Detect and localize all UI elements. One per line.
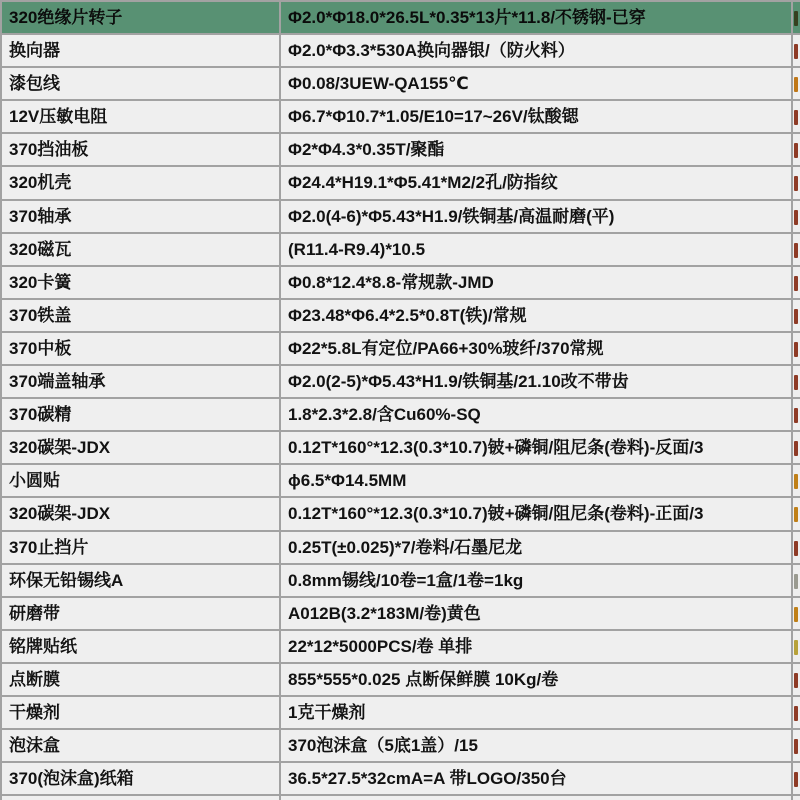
partial-row	[2, 796, 800, 800]
item-name-cell[interactable]: 370挡油板	[2, 134, 281, 165]
extra-column-cell[interactable]	[793, 35, 800, 66]
clipped-glyph	[794, 474, 798, 489]
table-row	[2, 300, 800, 333]
item-name-cell[interactable]: 370轴承	[2, 201, 281, 232]
item-spec-cell[interactable]: 0.12T*160°*12.3(0.3*10.7)铍+磷铜/阻尼条(卷料)-反面/3	[281, 432, 793, 463]
table-row	[2, 763, 800, 796]
extra-column-cell[interactable]	[793, 730, 800, 761]
table-row	[2, 498, 800, 531]
table-row	[2, 366, 800, 399]
item-spec-cell[interactable]: Φ0.08/3UEW-QA155℃	[281, 68, 793, 99]
item-spec-cell[interactable]: Φ2*Φ4.3*0.35T/聚酯	[281, 134, 793, 165]
extra-column-cell[interactable]	[793, 598, 800, 629]
item-spec-cell[interactable]: Φ2.0(4-6)*Φ5.43*H1.9/铁铜基/高温耐磨(平)	[281, 201, 793, 232]
table-row	[2, 730, 800, 763]
table-row	[2, 631, 800, 664]
item-name-cell[interactable]: 370铁盖	[2, 300, 281, 331]
clipped-glyph	[794, 408, 798, 423]
clipped-glyph	[794, 739, 798, 754]
table-row	[2, 101, 800, 134]
clipped-glyph	[794, 673, 798, 688]
item-spec-cell[interactable]: 36.5*27.5*32cmA=A 带LOGO/350台	[281, 763, 793, 794]
clipped-glyph	[794, 44, 798, 59]
extra-column-cell[interactable]	[793, 68, 800, 99]
extra-column-cell[interactable]	[793, 333, 800, 364]
item-name-cell[interactable]: 370(泡沫盒)纸箱	[2, 763, 281, 794]
table-row	[2, 697, 800, 730]
item-name-cell[interactable]: 铭牌贴纸	[2, 631, 281, 662]
table-row	[2, 201, 800, 234]
extra-column-cell[interactable]	[793, 432, 800, 463]
item-name-cell[interactable]: 320碳架-JDX	[2, 498, 281, 529]
clipped-glyph	[794, 541, 798, 556]
extra-column-cell[interactable]	[793, 498, 800, 529]
clipped-glyph	[794, 574, 798, 589]
extra-column-cell[interactable]	[793, 101, 800, 132]
clipped-glyph	[794, 309, 798, 324]
extra-column-cell[interactable]	[793, 2, 800, 33]
clipped-glyph	[794, 342, 798, 357]
table-row	[2, 35, 800, 68]
item-name-cell[interactable]: 换向器	[2, 35, 281, 66]
extra-column-cell[interactable]	[793, 234, 800, 265]
item-name-cell[interactable]: 泡沫盒	[2, 730, 281, 761]
item-spec-cell[interactable]: Φ24.4*H19.1*Φ5.41*M2/2孔/防指纹	[281, 167, 793, 198]
clipped-glyph	[794, 77, 798, 92]
item-spec-cell[interactable]: 22*12*5000PCS/卷 单排	[281, 631, 793, 662]
item-spec-cell[interactable]: 855*555*0.025 点断保鲜膜 10Kg/卷	[281, 664, 793, 695]
item-spec-cell[interactable]: Φ23.48*Φ6.4*2.5*0.8T(铁)/常规	[281, 300, 793, 331]
extra-column-cell[interactable]	[793, 565, 800, 596]
item-name-cell[interactable]: 12V压敏电阻	[2, 101, 281, 132]
table-row	[2, 432, 800, 465]
item-spec-cell[interactable]: (R11.4-R9.4)*10.5	[281, 234, 793, 265]
clipped-glyph	[794, 176, 798, 191]
extra-column-cell[interactable]	[793, 465, 800, 496]
clipped-glyph	[794, 375, 798, 390]
extra-column-cell[interactable]	[793, 134, 800, 165]
clipped-glyph	[794, 243, 798, 258]
clipped-glyph	[794, 11, 798, 26]
item-name-cell[interactable]: 370止挡片	[2, 532, 281, 563]
item-spec-cell[interactable]: 370泡沫盒（5底1盖）/15	[281, 730, 793, 761]
clipped-glyph	[794, 507, 798, 522]
extra-column-cell[interactable]	[793, 267, 800, 298]
item-spec-cell[interactable]	[281, 796, 793, 800]
item-spec-cell[interactable]: Φ2.0*Φ18.0*26.5L*0.35*13片*11.8/不锈钢-已穿	[281, 2, 793, 33]
item-spec-cell[interactable]: Φ6.7*Φ10.7*1.05/E10=17~26V/钛酸锶	[281, 101, 793, 132]
table-row	[2, 465, 800, 498]
item-name-cell[interactable]: 点断膜	[2, 664, 281, 695]
item-name-cell[interactable]: 320碳架-JDX	[2, 432, 281, 463]
extra-column-cell[interactable]	[793, 796, 800, 800]
extra-column-cell[interactable]	[793, 664, 800, 695]
table-row	[2, 234, 800, 267]
item-name-cell[interactable]: 环保无铅锡线A	[2, 565, 281, 596]
item-spec-cell[interactable]: Φ2.0*Φ3.3*530A换向器银/（防火料）	[281, 35, 793, 66]
extra-column-cell[interactable]	[793, 167, 800, 198]
clipped-glyph	[794, 276, 798, 291]
item-name-cell[interactable]: 研磨带	[2, 598, 281, 629]
item-name-cell[interactable]: 320机壳	[2, 167, 281, 198]
clipped-glyph	[794, 210, 798, 225]
clipped-glyph	[794, 110, 798, 125]
item-name-cell[interactable]	[2, 796, 281, 800]
table-row	[2, 134, 800, 167]
item-name-cell[interactable]: 370中板	[2, 333, 281, 364]
item-spec-cell[interactable]: 0.12T*160°*12.3(0.3*10.7)铍+磷铜/阻尼条(卷料)-正面/3	[281, 498, 793, 529]
item-spec-cell[interactable]: Φ22*5.8L有定位/PA66+30%玻纤/370常规	[281, 333, 793, 364]
extra-column-cell[interactable]	[793, 532, 800, 563]
clipped-glyph	[794, 441, 798, 456]
item-name-cell[interactable]: 320磁瓦	[2, 234, 281, 265]
table-row	[2, 167, 800, 200]
item-spec-cell[interactable]: Φ0.8*12.4*8.8-常规款-JMD	[281, 267, 793, 298]
table-row	[2, 565, 800, 598]
table-row	[2, 399, 800, 432]
extra-column-cell[interactable]	[793, 631, 800, 662]
item-spec-cell[interactable]: Φ2.0(2-5)*Φ5.43*H1.9/铁铜基/21.10改不带齿	[281, 366, 793, 397]
item-name-cell[interactable]: 370碳精	[2, 399, 281, 430]
extra-column-cell[interactable]	[793, 300, 800, 331]
item-name-cell[interactable]: 320卡簧	[2, 267, 281, 298]
table-row	[2, 2, 800, 35]
item-spec-cell[interactable]: A012B(3.2*183M/卷)黄色	[281, 598, 793, 629]
item-spec-cell[interactable]: 1.8*2.3*2.8/含Cu60%-SQ	[281, 399, 793, 430]
item-name-cell[interactable]: 小圆贴	[2, 465, 281, 496]
table-row	[2, 333, 800, 366]
clipped-glyph	[794, 607, 798, 622]
extra-column-cell[interactable]	[793, 763, 800, 794]
item-name-cell[interactable]: 干燥剂	[2, 697, 281, 728]
extra-column-cell[interactable]	[793, 697, 800, 728]
table-row	[2, 598, 800, 631]
table-row	[2, 68, 800, 101]
clipped-glyph	[794, 772, 798, 787]
item-spec-cell[interactable]: 0.8mm锡线/10卷=1盒/1卷=1kg	[281, 565, 793, 596]
extra-column-cell[interactable]	[793, 201, 800, 232]
item-name-cell[interactable]: 漆包线	[2, 68, 281, 99]
table-row	[2, 664, 800, 697]
clipped-glyph	[794, 640, 798, 655]
item-spec-cell[interactable]: 1克干燥剂	[281, 697, 793, 728]
item-name-cell[interactable]: 320绝缘片转子	[2, 2, 281, 33]
table-row	[2, 532, 800, 565]
item-spec-cell[interactable]: ϕ6.5*Φ14.5MM	[281, 465, 793, 496]
spec-table	[2, 2, 800, 796]
item-name-cell[interactable]: 370端盖轴承	[2, 366, 281, 397]
extra-column-cell[interactable]	[793, 366, 800, 397]
extra-column-cell[interactable]	[793, 399, 800, 430]
clipped-glyph	[794, 706, 798, 721]
item-spec-cell[interactable]: 0.25T(±0.025)*7/卷料/石墨尼龙	[281, 532, 793, 563]
table-row	[2, 267, 800, 300]
clipped-glyph	[794, 143, 798, 158]
